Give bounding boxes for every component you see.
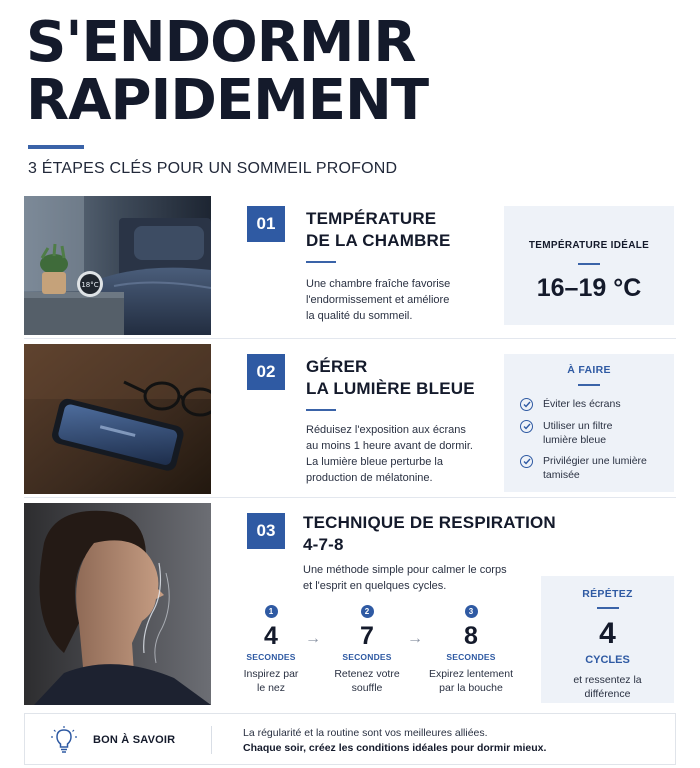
temperature-value: 16–19 °C (536, 274, 642, 302)
repeat-panel (541, 576, 674, 703)
tip-text-emphasis: Chaque soir, créez les conditions idéales pour dormir mieux. (243, 742, 547, 754)
step-index-badge: 1 (265, 605, 278, 618)
phone-photo (24, 344, 211, 494)
todo-item-1: Éviter les écrans (520, 397, 621, 411)
step-index-badge: 3 (465, 605, 478, 618)
todo-item-3: Privilégier une lumière tamisée (520, 454, 647, 482)
breath-step-inhale (226, 605, 316, 695)
step-number-1: 01 (247, 206, 285, 242)
bedroom-photo (24, 196, 211, 335)
woman-breathing-photo (24, 503, 211, 705)
step-heading-3: TECHNIQUE DE RESPIRATION 4-7-8 (303, 513, 556, 554)
step-value: 4 (264, 622, 278, 650)
panel-underline (597, 607, 619, 609)
footer-divider (211, 726, 212, 754)
check-circle-icon (520, 398, 533, 411)
step-value: 7 (360, 622, 374, 650)
page-title: S'ENDORMIR RAPIDEMENT (26, 10, 429, 133)
heading-underline (306, 261, 336, 263)
panel-label: TEMPÉRATURE IDÉALE (528, 240, 650, 251)
step-number-3: 03 (247, 513, 285, 549)
panel-underline (578, 384, 600, 386)
step-text: Inspirez par le nez (243, 668, 299, 694)
breath-step-hold (322, 605, 412, 695)
arrow-right-icon: → (407, 630, 423, 647)
tip-footer (24, 713, 676, 765)
panel-label: À FAIRE (567, 364, 611, 376)
step-description-2: Réduisez l'exposition aux écrans au moins 1 heure avant de dormir. La lumière bleue perturbe la production de mélatonine. (306, 424, 473, 484)
page-subtitle: 3 ÉTAPES CLÉS POUR UN SOMMEIL PROFOND (28, 160, 398, 177)
check-circle-icon (520, 455, 533, 468)
tip-label: BON À SAVOIR (93, 734, 176, 746)
heading-underline (306, 409, 336, 411)
step-description-3: Une méthode simple pour calmer le corps et l'esprit en quelques cycles. (303, 564, 507, 592)
cycles-unit: CYCLES (585, 654, 630, 666)
ideal-temperature-panel (504, 206, 674, 325)
check-circle-icon (520, 420, 533, 433)
step-text: Expirez lentement par la bouche (428, 668, 514, 694)
panel-underline (578, 263, 600, 265)
step-unit: SECONDES (446, 652, 496, 662)
todo-panel (504, 354, 674, 492)
tip-text: La régularité et la routine sont vos meilleures alliées. (243, 727, 488, 739)
cycles-value: 4 (599, 617, 616, 650)
repeat-text: et ressentez la différence (573, 674, 642, 700)
panel-label: RÉPÉTEZ (582, 588, 633, 600)
step-description-1: Une chambre fraîche favorise l'endormissement et améliore la qualité du sommeil. (306, 278, 451, 322)
clock-readout: 18°C (81, 281, 99, 289)
step-number-2: 02 (247, 354, 285, 390)
lightbulb-icon (51, 726, 77, 759)
breath-step-exhale (426, 605, 516, 695)
step-heading-1: TEMPÉRATURE DE LA CHAMBRE (306, 209, 451, 250)
step-text: Retenez votre souffle (334, 668, 400, 694)
section-divider (24, 497, 676, 498)
step-value: 8 (464, 622, 478, 650)
section-divider (24, 338, 676, 339)
title-underline (28, 145, 84, 149)
step-index-badge: 2 (361, 605, 374, 618)
todo-item-2: Utiliser un filtre lumière bleue (520, 419, 612, 447)
arrow-right-icon: → (305, 630, 321, 647)
step-unit: SECONDES (342, 652, 392, 662)
step-heading-2: GÉRER LA LUMIÈRE BLEUE (306, 357, 475, 398)
step-unit: SECONDES (246, 652, 296, 662)
